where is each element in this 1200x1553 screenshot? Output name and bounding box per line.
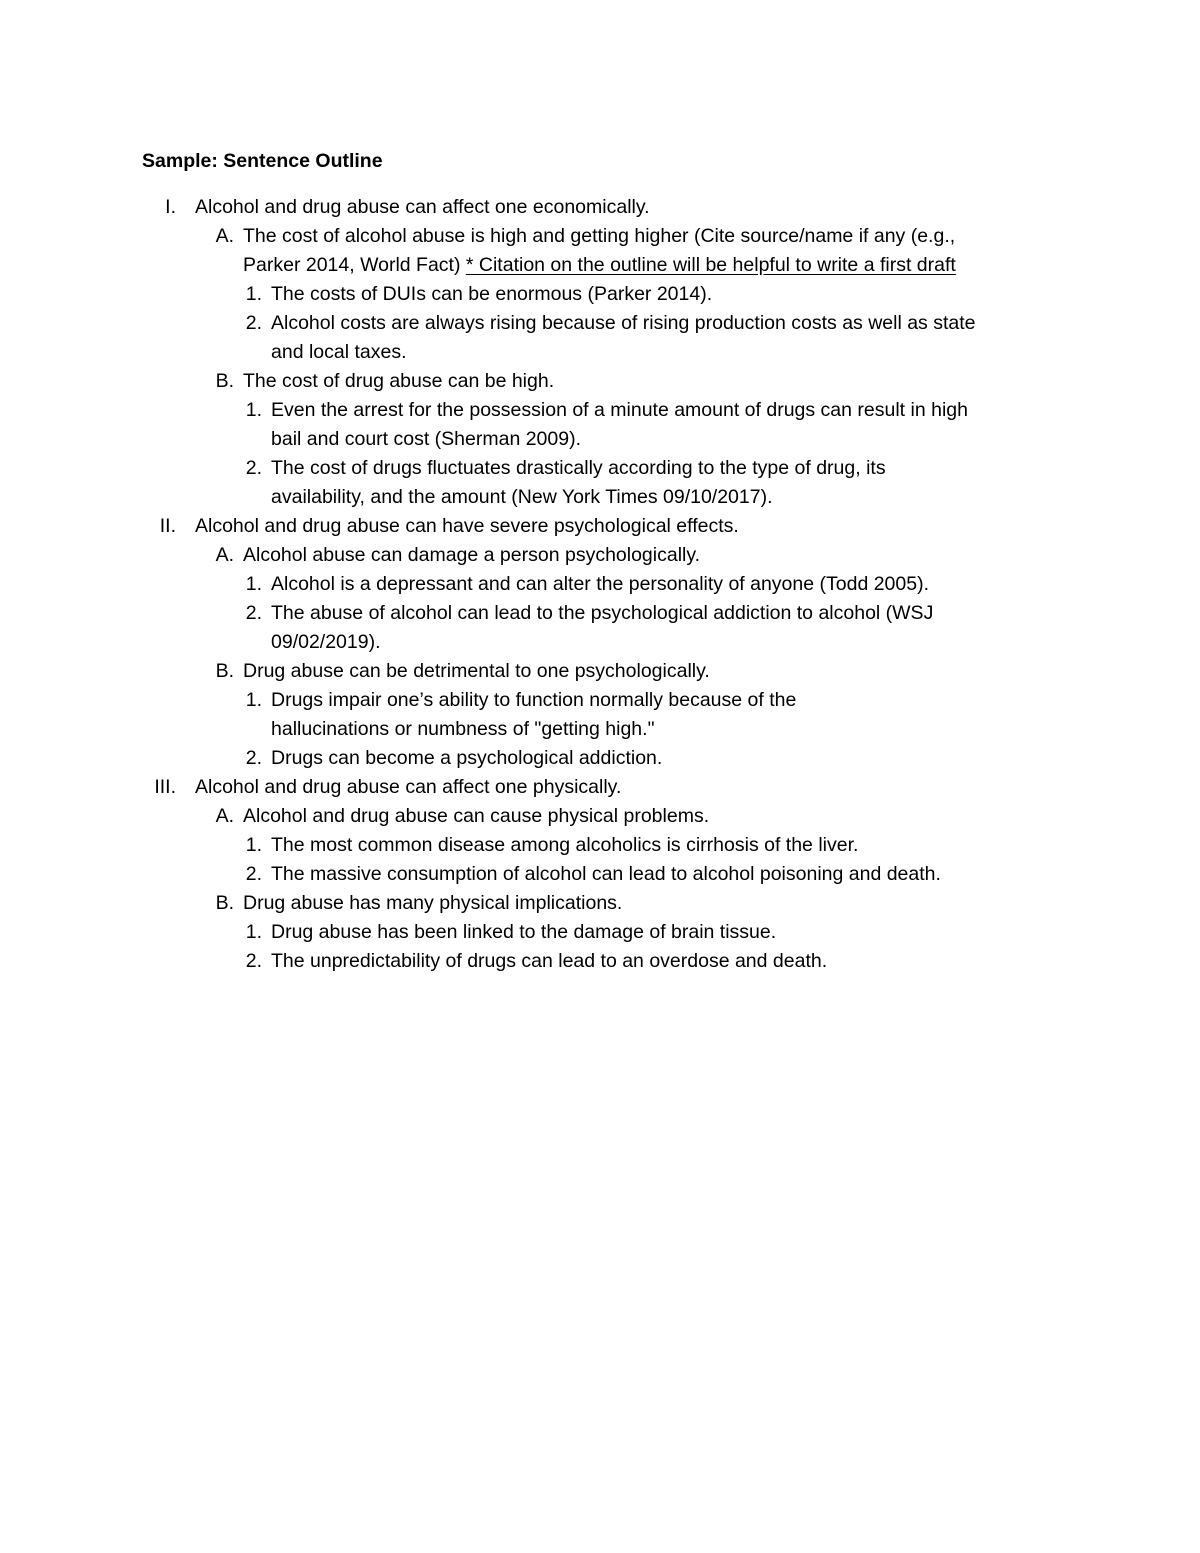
subitem-text: Alcohol costs are always rising because of rising production costs as well as state: [271, 312, 976, 334]
subitem-marker: 1.: [245, 399, 262, 421]
subitem-text: The cost of drugs fluctuates drastically according to the type of drug, its: [271, 457, 886, 479]
subitem-text: The massive consumption of alcohol can lead to alcohol poisoning and death.: [271, 863, 941, 885]
subitem-marker: 1.: [245, 573, 262, 595]
item-text: Alcohol abuse can damage a person psychologically.: [243, 544, 701, 566]
section-marker: II.: [159, 515, 176, 537]
item-marker: B.: [215, 892, 234, 914]
section-heading: Alcohol and drug abuse can affect one economically.: [195, 196, 650, 218]
subitem-text: availability, and the amount (New York Times 09/10/2017).: [271, 486, 773, 508]
item-marker: A.: [215, 225, 234, 247]
section-heading: Alcohol and drug abuse can have severe psychological effects.: [195, 515, 739, 537]
subitem-text: 09/02/2019).: [271, 631, 381, 653]
section-heading: Alcohol and drug abuse can affect one physically.: [195, 776, 622, 798]
item-text: Alcohol and drug abuse can cause physical problems.: [243, 805, 710, 827]
subitem-marker: 2.: [245, 863, 262, 885]
page-title: Sample: Sentence Outline: [142, 150, 383, 172]
subitem-text: Drugs can become a psychological addiction.: [271, 747, 663, 769]
subitem-text: Drugs impair one’s ability to function normally because of the: [271, 689, 797, 711]
subitem-text: The unpredictability of drugs can lead to an overdose and death.: [271, 950, 828, 972]
item-text-continuation: [243, 251, 956, 280]
item-marker: B.: [215, 370, 234, 392]
subitem-marker: 2.: [245, 950, 262, 972]
subitem-marker: 1.: [245, 689, 262, 711]
item-marker: A.: [215, 544, 234, 566]
section-marker: III.: [154, 776, 176, 798]
subitem-text: The costs of DUIs can be enormous (Parker 2014).: [271, 283, 713, 305]
subitem-text: and local taxes.: [271, 341, 407, 363]
item-text: Drug abuse can be detrimental to one psychologically.: [243, 660, 710, 682]
section-marker: I.: [165, 196, 176, 218]
item-text-plain: Parker 2014, World Fact): [243, 254, 466, 276]
item-text: The cost of drug abuse can be high.: [243, 370, 555, 392]
subitem-text: The abuse of alcohol can lead to the psychological addiction to alcohol (WSJ: [271, 602, 934, 624]
subitem-text: Alcohol is a depressant and can alter the personality of anyone (Todd 2005).: [271, 573, 930, 595]
subitem-marker: 2.: [245, 457, 262, 479]
subitem-marker: 2.: [245, 747, 262, 769]
subitem-marker: 2.: [245, 602, 262, 624]
subitem-marker: 2.: [245, 312, 262, 334]
subitem-marker: 1.: [245, 283, 262, 305]
item-text: The cost of alcohol abuse is high and getting higher (Cite source/name if any (e.g.,: [243, 225, 956, 247]
subitem-text: Even the arrest for the possession of a minute amount of drugs can result in high: [271, 399, 968, 421]
subitem-text: bail and court cost (Sherman 2009).: [271, 428, 582, 450]
item-marker: B.: [215, 660, 234, 682]
citation-note: * Citation on the outline will be helpful to write a first draft: [465, 254, 956, 276]
item-marker: A.: [215, 805, 234, 827]
subitem-text: The most common disease among alcoholics is cirrhosis of the liver.: [271, 834, 859, 856]
subitem-text: Drug abuse has been linked to the damage of brain tissue.: [271, 921, 777, 943]
item-text: Drug abuse has many physical implications.: [243, 892, 623, 914]
subitem-marker: 1.: [245, 834, 262, 856]
subitem-marker: 1.: [245, 921, 262, 943]
subitem-text: hallucinations or numbness of "getting high.": [271, 718, 655, 740]
